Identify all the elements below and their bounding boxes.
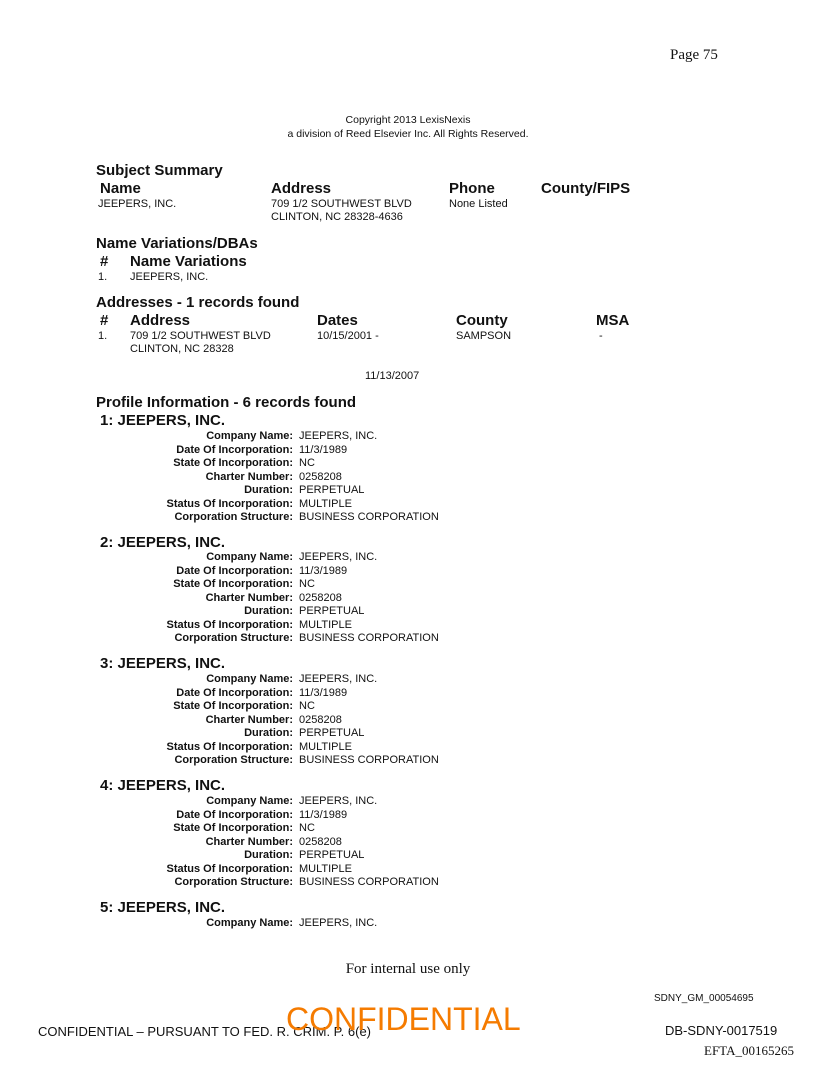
value-date-of-incorporation: 11/3/1989 [299,443,348,456]
label-corporation-structure: Corporation Structure: [174,511,293,523]
address-line-2: CLINTON, NC 28328 [130,343,234,355]
value-company-name: JEEPERS, INC. [299,551,378,563]
value-charter-number: 0258208 [299,470,342,483]
addresses-col-num: # [100,312,109,329]
label-corporation-structure: Corporation Structure: [174,876,293,888]
profile-record-heading: 2: JEEPERS, INC. [100,534,226,551]
label-corporation-structure: Corporation Structure: [174,754,293,766]
profile-record-heading: 1: JEEPERS, INC. [100,412,226,429]
copyright-line-1: Copyright 2013 LexisNexis [345,114,471,126]
subject-address [271,198,412,224]
copyright [0,113,816,141]
profile-record-heading: 3: JEEPERS, INC. [100,655,226,672]
value-corporation-structure: BUSINESS CORPORATION [299,632,439,644]
addresses-col-address: Address [130,312,191,329]
value-date-of-incorporation: 11/3/1989 [299,686,348,699]
label-date-of-incorporation: Date Of Incorporation: [176,808,293,821]
name-variations-col-num: # [100,253,109,270]
profile-record-heading: 4: JEEPERS, INC. [100,777,226,794]
subject-address-line-2: CLINTON, NC 28328-4636 [271,211,403,223]
addresses-title: Addresses - 1 records found [96,294,300,311]
name-variations-col-name: Name Variations [130,253,247,270]
label-company-name: Company Name: [206,430,293,442]
value-corporation-structure: BUSINESS CORPORATION [299,754,439,766]
value-charter-number: 0258208 [299,835,342,848]
value-corporation-structure: BUSINESS CORPORATION [299,511,439,523]
label-charter-number: Charter Number: [205,835,293,848]
value-duration: PERPETUAL [299,727,365,739]
db-bates-number: DB-SDNY-0017519 [665,1023,778,1038]
value-duration: PERPETUAL [299,605,365,617]
value-status-of-incorporation: MULTIPLE [299,618,352,631]
value-status-of-incorporation: MULTIPLE [299,740,352,753]
address-msa: - [599,330,603,342]
label-date-of-incorporation: Date Of Incorporation: [176,443,293,456]
name-variations-title: Name Variations/DBAs [96,235,258,252]
copyright-line-2: a division of Reed Elsevier Inc. All Rights Reserved. [287,128,529,140]
value-status-of-incorporation: MULTIPLE [299,862,352,875]
confidential-stamp: CONFIDENTIAL [286,1001,521,1037]
label-charter-number: Charter Number: [205,713,293,726]
address-dates-start: 10/15/2001 - [317,330,379,342]
profile-title: Profile Information - 6 records found [96,394,357,411]
page-number: Page 75 [670,47,718,63]
subject-address-line-1: 709 1/2 SOUTHWEST BLVD [271,198,412,210]
profile-record [95,917,377,931]
addresses-col-msa: MSA [596,312,630,329]
label-company-name: Company Name: [206,795,293,807]
label-date-of-incorporation: Date Of Incorporation: [176,564,293,577]
sdny-bates-number: SDNY_GM_00054695 [654,993,754,1004]
col-header-name: Name [100,180,141,197]
profile-record-heading: 5: JEEPERS, INC. [100,899,226,916]
value-duration: PERPETUAL [299,484,365,496]
label-status-of-incorporation: Status Of Incorporation: [166,740,293,753]
subject-phone: None Listed [449,198,508,210]
value-company-name: JEEPERS, INC. [299,430,378,442]
label-corporation-structure: Corporation Structure: [174,632,293,644]
label-company-name: Company Name: [206,917,293,929]
label-charter-number: Charter Number: [205,591,293,604]
addresses-col-county: County [456,312,508,329]
value-date-of-incorporation: 11/3/1989 [299,564,348,577]
address-county: SAMPSON [456,330,512,342]
label-company-name: Company Name: [206,673,293,685]
value-state-of-incorporation: NC [299,457,315,469]
subject-summary-title: Subject Summary [96,162,223,179]
label-state-of-incorporation: State Of Incorporation: [173,822,293,834]
value-company-name: JEEPERS, INC. [299,795,378,807]
label-state-of-incorporation: State Of Incorporation: [173,700,293,712]
label-status-of-incorporation: Status Of Incorporation: [166,618,293,631]
address-dates-end: 11/13/2007 [365,370,420,382]
addresses-col-dates: Dates [317,312,358,329]
label-charter-number: Charter Number: [205,470,293,483]
value-charter-number: 0258208 [299,713,342,726]
internal-use-notice: For internal use only [345,961,471,977]
name-variation-num: 1. [98,271,108,283]
label-state-of-incorporation: State Of Incorporation: [173,578,293,590]
col-header-phone: Phone [449,180,495,197]
value-state-of-incorporation: NC [299,700,315,712]
value-company-name: JEEPERS, INC. [299,917,378,929]
label-duration: Duration: [244,484,293,496]
profile-record [95,673,439,768]
address-value [130,330,271,356]
address-num: 1. [98,330,108,342]
value-charter-number: 0258208 [299,591,342,604]
label-status-of-incorporation: Status Of Incorporation: [166,862,293,875]
value-date-of-incorporation: 11/3/1989 [299,808,348,821]
value-status-of-incorporation: MULTIPLE [299,497,352,510]
subject-name: JEEPERS, INC. [98,198,177,210]
label-duration: Duration: [244,605,293,617]
profile-record [95,430,439,525]
col-header-address: Address [271,180,332,197]
label-duration: Duration: [244,849,293,861]
label-status-of-incorporation: Status Of Incorporation: [166,497,293,510]
label-date-of-incorporation: Date Of Incorporation: [176,686,293,699]
label-state-of-incorporation: State Of Incorporation: [173,457,293,469]
label-company-name: Company Name: [206,551,293,563]
confidential-notice: CONFIDENTIAL – PURSUANT TO FED. R. CRIM. P. 6(e) [38,1024,372,1039]
profile-record [95,551,439,646]
value-state-of-incorporation: NC [299,822,315,834]
profile-record [95,795,439,890]
value-corporation-structure: BUSINESS CORPORATION [299,876,439,888]
efta-number: EFTA_00165265 [704,1043,794,1058]
address-line-1: 709 1/2 SOUTHWEST BLVD [130,330,271,342]
label-duration: Duration: [244,727,293,739]
col-header-county-fips: County/FIPS [541,180,631,197]
value-duration: PERPETUAL [299,849,365,861]
value-state-of-incorporation: NC [299,578,315,590]
name-variation-value: JEEPERS, INC. [130,271,209,283]
value-company-name: JEEPERS, INC. [299,673,378,685]
